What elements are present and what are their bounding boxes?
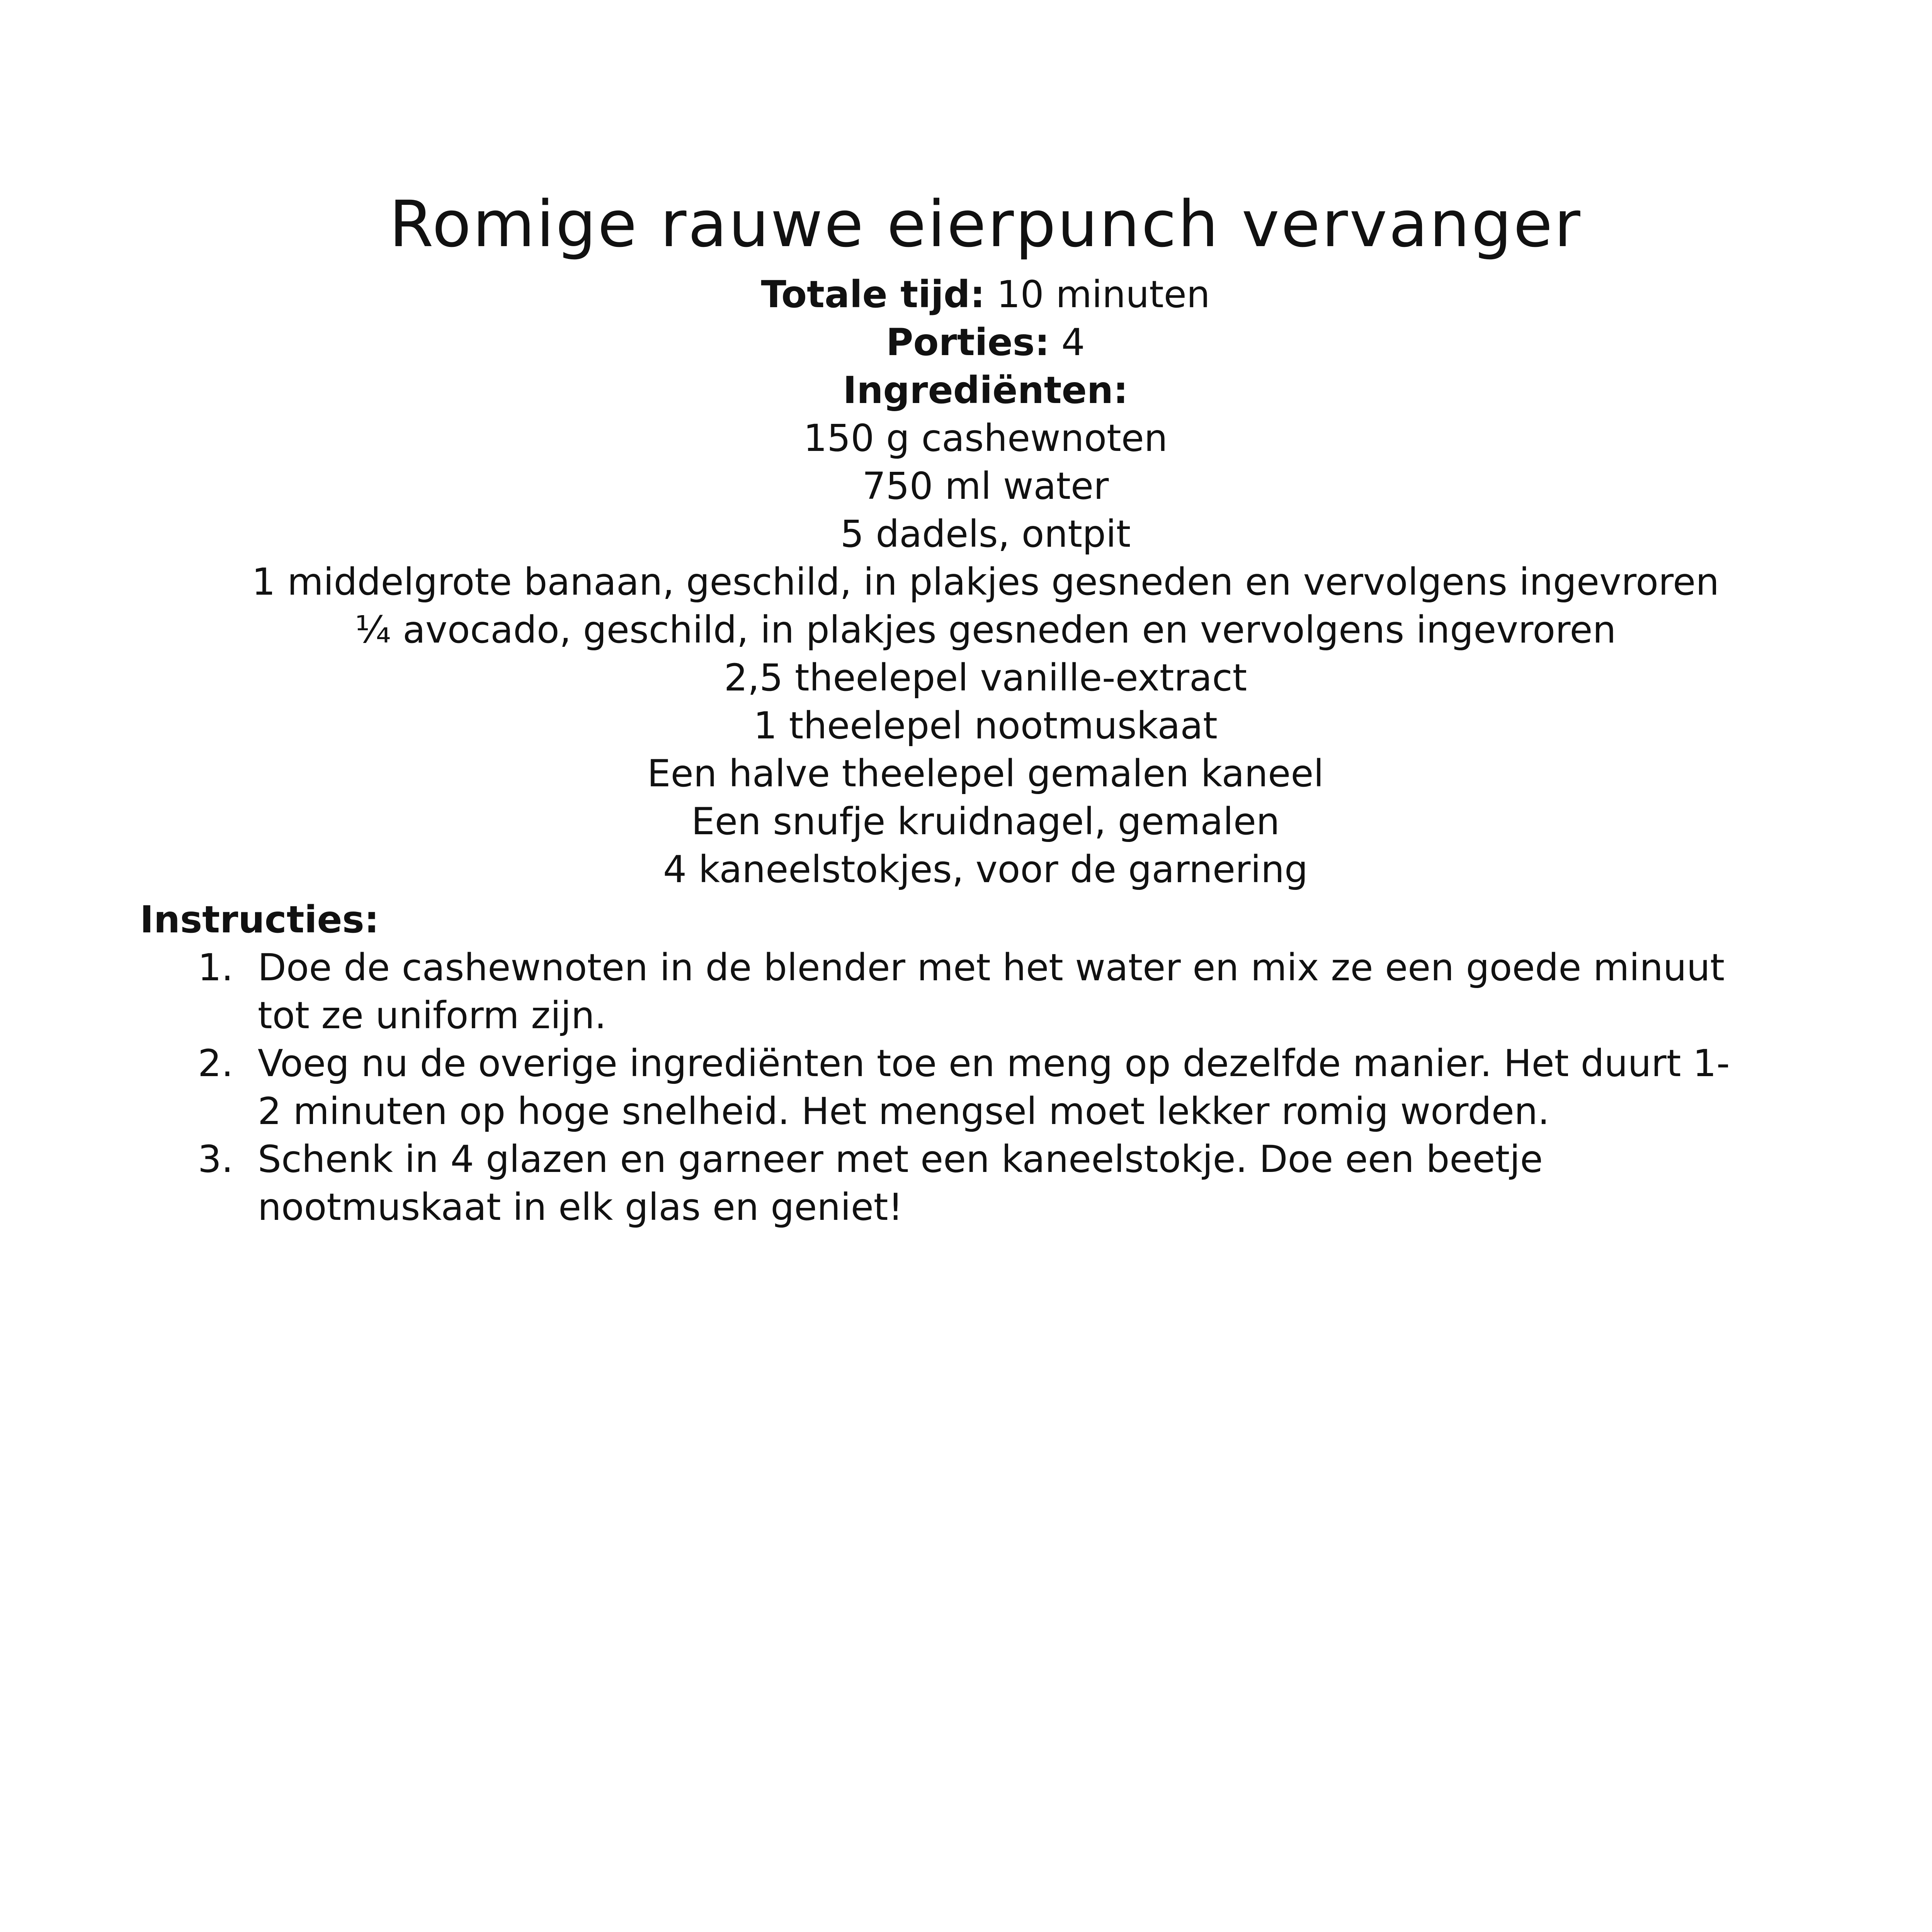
ingredients-heading: Ingrediënten:	[843, 369, 1128, 412]
total-time-line	[0, 270, 1932, 318]
step-number: 1.	[198, 946, 233, 989]
recipe-title: Romige rauwe eierpunch vervanger	[389, 187, 1582, 261]
ingredient-item: 1 middelgrote banaan, geschild, in plakjes gesneden en vervolgens ingevroren	[252, 560, 1719, 604]
ingredient-item: Een halve theelepel gemalen kaneel	[647, 752, 1324, 795]
recipe-summary	[0, 270, 1932, 893]
instruction-step	[140, 1135, 1801, 1231]
total-time-label: Totale tijd:	[761, 273, 985, 316]
ingredient-item: 750 ml water	[862, 464, 1109, 508]
step-number: 3.	[198, 1138, 233, 1181]
step-text-line: tot ze uniform zijn.	[258, 994, 607, 1037]
ingredient-item: ¼ avocado, geschild, in plakjes gesneden en vervolgens ingevroren	[355, 608, 1616, 651]
instructions-heading: Instructies:	[140, 898, 379, 941]
step-text-line: Doe de cashewnoten in de blender met het water en mix ze een goede minuut	[258, 946, 1725, 989]
total-time-value: 10 minuten	[997, 273, 1210, 316]
step-text-line: 2 minuten op hoge snelheid. Het mengsel moet lekker romig worden.	[258, 1090, 1550, 1133]
step-text-line: Schenk in 4 glazen en garneer met een kaneelstokje. Doe een beetje	[258, 1138, 1543, 1181]
servings-line	[0, 318, 1932, 366]
instruction-step	[140, 944, 1801, 1039]
instructions-list	[140, 944, 1801, 1231]
ingredient-item: 5 dadels, ontpit	[840, 512, 1131, 556]
instruction-step	[140, 1039, 1801, 1135]
ingredient-item: 150 g cashewnoten	[803, 417, 1168, 460]
ingredient-item: 2,5 theelepel vanille-extract	[724, 656, 1247, 699]
ingredient-item: Een snufje kruidnagel, gemalen	[691, 800, 1280, 843]
servings-value: 4	[1061, 321, 1085, 364]
servings-label: Porties:	[886, 321, 1050, 364]
step-text-line: nootmuskaat in elk glas en geniet!	[258, 1185, 903, 1229]
step-text-line: Voeg nu de overige ingrediënten toe en meng op dezelfde manier. Het duurt 1-	[258, 1042, 1730, 1085]
ingredient-item: 1 theelepel nootmuskaat	[753, 704, 1218, 747]
step-number: 2.	[198, 1042, 233, 1085]
ingredient-item: 4 kaneelstokjes, voor de garnering	[663, 848, 1308, 891]
